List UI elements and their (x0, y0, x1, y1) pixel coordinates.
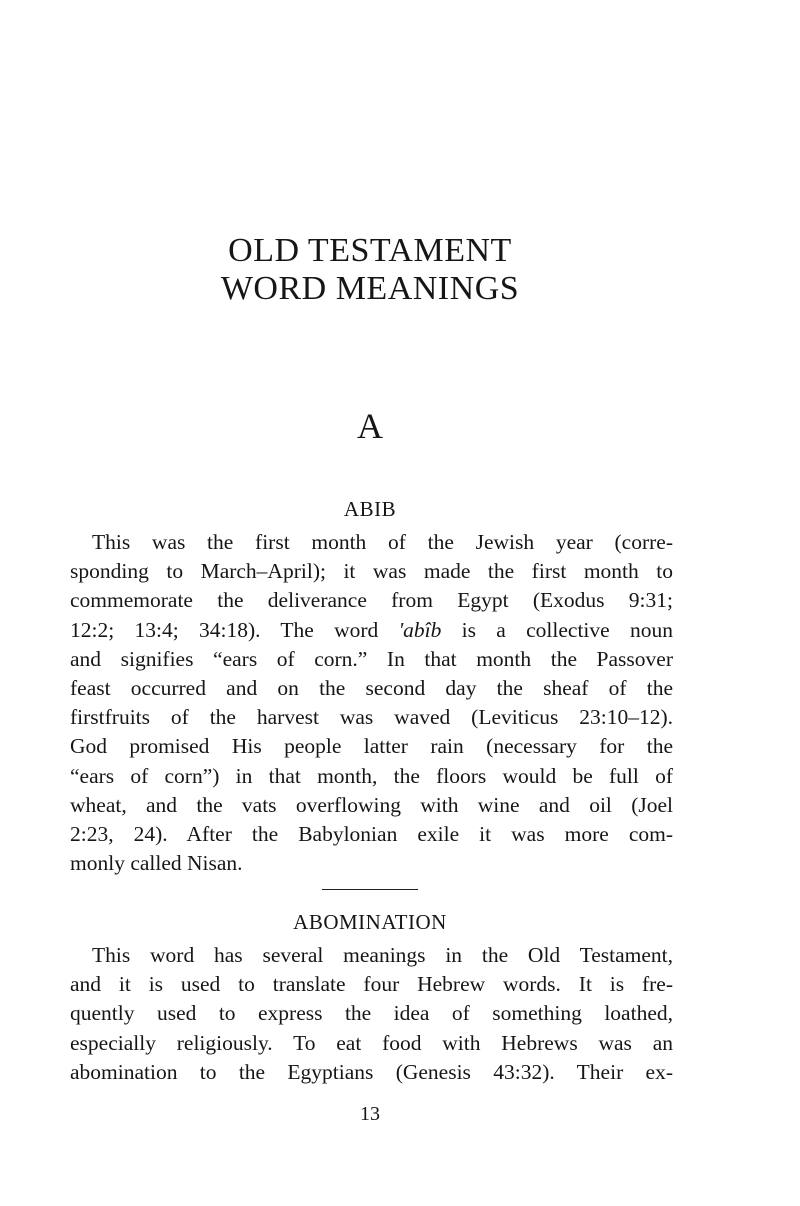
text-line: 12:2; 13:4; 34:18). The word 'abîb is a collective noun (70, 617, 673, 642)
text-line: God promised His people latter rain (necessary for the (70, 734, 673, 759)
text-line: 2:23, 24). After the Babylonian exile it was more com- (70, 821, 673, 846)
text-line: “ears of corn”) in that month, the floors would be full of (70, 763, 673, 788)
entry-body-abib (70, 528, 673, 878)
text-line: This was the first month of the Jewish year (corre- (92, 530, 673, 554)
hebrew-term: 'abîb (398, 617, 442, 642)
text-line: feast occurred and on the second day the sheaf of the (70, 675, 673, 700)
text-line: sponding to March–April); it was made the first month to (70, 559, 673, 584)
text-line: monly called Nisan. (70, 851, 243, 876)
text-line: and signifies “ears of corn.” In that month the Passover (70, 646, 673, 671)
entry-divider (322, 889, 418, 890)
entry-heading-abib: ABIB (343, 497, 397, 521)
text-line: and it is used to translate four Hebrew words. It is fre- (70, 972, 673, 997)
entry-body-abomination (70, 941, 673, 1087)
text-line: wheat, and the vats overflowing with wine and oil (Joel (70, 792, 673, 817)
text-line: abomination to the Egyptians (Genesis 43:32). Their ex- (70, 1059, 673, 1084)
text-line: commemorate the deliverance from Egypt (Exodus 9:31; (70, 588, 673, 613)
text-line: This word has several meanings in the Old Testament, (92, 943, 673, 967)
text-line: especially religiously. To eat food with Hebrews was an (70, 1030, 673, 1055)
entry-heading-abomination: ABOMINATION (293, 910, 447, 934)
text-line: firstfruits of the harvest was waved (Leviticus 23:10–12). (70, 705, 673, 730)
chapter-title (0, 232, 740, 308)
chapter-title-line-2: WORD MEANINGS (220, 270, 520, 307)
chapter-title-line-1: OLD TESTAMENT (228, 232, 512, 269)
page-number: 13 (360, 1103, 380, 1125)
text-line: quently used to express the idea of something loathed, (70, 1001, 673, 1026)
section-letter: A (357, 406, 383, 446)
